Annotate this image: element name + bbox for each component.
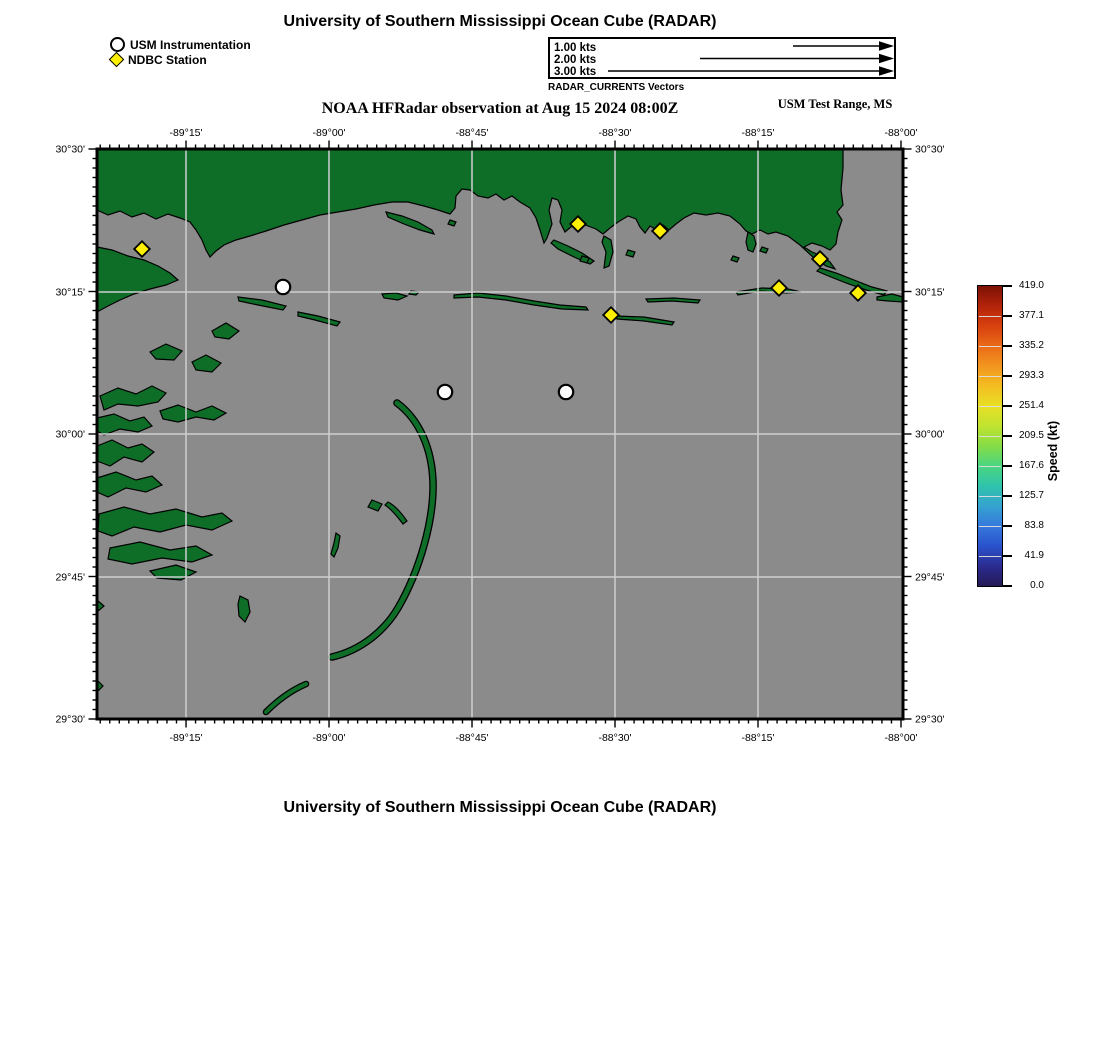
usm-instrument-marker	[276, 280, 290, 294]
colorbar-tick-label: 419.0	[1018, 280, 1044, 291]
observation-title: NOAA HFRadar observation at Aug 15 2024 08:00Z	[321, 100, 679, 117]
colorbar-grid-line	[979, 436, 1001, 437]
colorbar-grid-line	[979, 466, 1001, 467]
colorbar-tick	[1003, 495, 1012, 497]
figure-title-bottom: University of Southern Mississippi Ocean Cube (RADAR)	[283, 799, 717, 816]
land	[626, 250, 635, 257]
xtick-label-bottom: -89°00'	[312, 732, 346, 744]
colorbar-axis-label: Speed (kt)	[1046, 420, 1060, 482]
colorbar-tick-label: 209.5	[1018, 430, 1044, 441]
legend-label-usm: USM Instrumentation	[130, 37, 251, 52]
usm-instrument-marker	[559, 385, 573, 399]
colorbar-tick-label: 167.6	[1018, 460, 1044, 471]
colorbar-tick	[1003, 315, 1012, 317]
xtick-label-top: -89°00'	[312, 127, 346, 139]
colorbar-grid-line	[979, 316, 1001, 317]
range-label: USM Test Range, MS	[777, 97, 893, 111]
ytick-label-left: 30°30'	[55, 143, 85, 156]
xtick-label-bottom: -88°30'	[598, 732, 632, 744]
xtick-label-bottom: -89°15'	[169, 732, 203, 744]
ytick-label-left: 30°00'	[55, 428, 85, 441]
colorbar-grid-line	[979, 406, 1001, 407]
colorbar-tick-label: 41.9	[1024, 550, 1044, 561]
ytick-label-right: 29°30'	[915, 713, 945, 726]
xtick-label-bottom: -88°45'	[455, 732, 489, 744]
ytick-label-left: 30°15'	[55, 286, 85, 299]
colorbar-tick	[1003, 585, 1012, 587]
colorbar-tick-label: 293.3	[1018, 370, 1044, 381]
colorbar-tick	[1003, 555, 1012, 557]
xtick-label-bottom: -88°15'	[741, 732, 775, 744]
ytick-label-left: 29°45'	[55, 571, 85, 584]
colorbar-tick	[1003, 375, 1012, 377]
ytick-label-right: 30°30'	[915, 143, 945, 156]
ytick-label-left: 29°30'	[55, 713, 85, 726]
colorbar-tick	[1003, 465, 1012, 467]
vector-scale-3kt-label: 3.00 kts	[554, 66, 597, 78]
colorbar-grid-line	[979, 526, 1001, 527]
figure-title-top: University of Southern Mississippi Ocean Cube (RADAR)	[283, 13, 717, 30]
legend-label-ndbc: NDBC Station	[128, 52, 207, 67]
colorbar-tick-label: 83.8	[1024, 520, 1044, 531]
vector-scale-2kt-label: 2.00 kts	[554, 54, 597, 66]
usm-instrument-marker	[438, 385, 452, 399]
ytick-label-right: 30°15'	[915, 286, 945, 299]
ytick-label-right: 30°00'	[915, 428, 945, 441]
xtick-label-bottom: -88°00'	[884, 732, 918, 744]
xtick-label-top: -88°15'	[741, 127, 775, 139]
land	[580, 256, 589, 263]
xtick-label-top: -88°45'	[455, 127, 489, 139]
colorbar-tick-label: 0.0	[1030, 580, 1044, 591]
colorbar-tick-label: 125.7	[1018, 490, 1044, 501]
colorbar-grid-line	[979, 556, 1001, 557]
xtick-label-top: -88°30'	[598, 127, 632, 139]
ytick-label-right: 29°45'	[915, 571, 945, 584]
colorbar-tick-label: 377.1	[1018, 310, 1044, 321]
colorbar-tick	[1003, 285, 1012, 287]
colorbar-tick	[1003, 405, 1012, 407]
colorbar-grid-line	[979, 496, 1001, 497]
colorbar-tick	[1003, 525, 1012, 527]
xtick-label-top: -88°00'	[884, 127, 918, 139]
colorbar-tick-label: 251.4	[1018, 400, 1044, 411]
colorbar-tick	[1003, 345, 1012, 347]
vector-scale-caption: RADAR_CURRENTS Vectors	[548, 82, 685, 93]
colorbar-tick-label: 335.2	[1018, 340, 1044, 351]
vector-scale-1kt-label: 1.00 kts	[554, 42, 597, 54]
colorbar-grid-line	[979, 376, 1001, 377]
colorbar-grid-line	[979, 346, 1001, 347]
colorbar-tick	[1003, 435, 1012, 437]
xtick-label-top: -89°15'	[169, 127, 203, 139]
